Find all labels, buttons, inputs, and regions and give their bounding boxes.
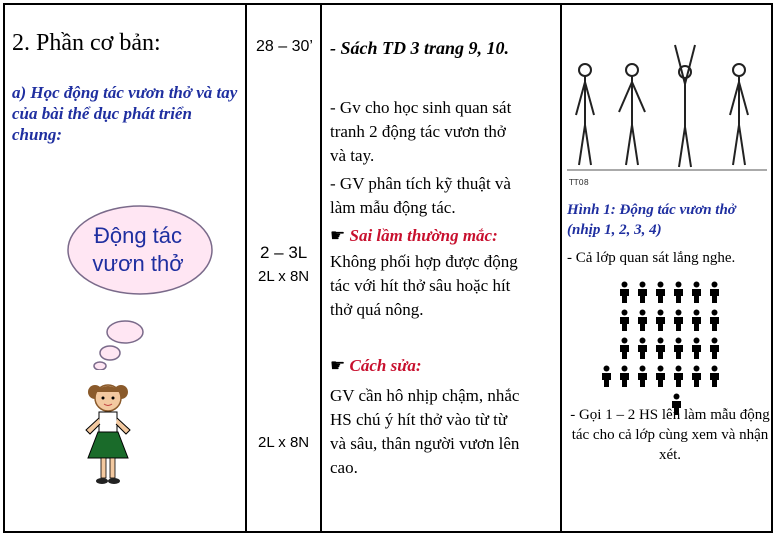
instruction-line-5: làm mẫu động tác. bbox=[330, 198, 456, 217]
student-icon bbox=[708, 337, 721, 359]
instruction-line-3: và tay. bbox=[330, 146, 375, 165]
formation-row bbox=[600, 362, 743, 390]
section-title: 2. Phần cơ bản: bbox=[12, 30, 161, 56]
mistake-line-1: Không phối hợp được động bbox=[330, 252, 518, 271]
instruction-line-1: - Gv cho học sinh quan sát bbox=[330, 98, 512, 117]
student-icon bbox=[690, 309, 703, 331]
section-subheading: a) Học động tác vươn thở và tay của bài thể dục phát triển chung: bbox=[12, 83, 238, 144]
column-divider-1 bbox=[245, 3, 247, 533]
time-total: 28 – 30’ bbox=[256, 38, 313, 55]
exercise-figure-strip bbox=[567, 40, 767, 190]
student-icon bbox=[690, 365, 703, 387]
textbook-reference: - Sách TD 3 trang 9, 10. bbox=[330, 38, 510, 58]
student-icon bbox=[672, 337, 685, 359]
student-icon bbox=[636, 365, 649, 387]
student-icon bbox=[672, 281, 685, 303]
student-icon bbox=[600, 365, 613, 387]
instruction-line-2: tranh 2 động tác vươn thở bbox=[330, 122, 506, 141]
student-icon bbox=[672, 365, 685, 387]
student-icon bbox=[654, 337, 667, 359]
column-divider-3 bbox=[560, 3, 562, 533]
student-icon bbox=[690, 281, 703, 303]
figure-label: TT08 bbox=[569, 178, 589, 187]
student-icon bbox=[654, 281, 667, 303]
reps-total: 2 – 3L bbox=[260, 243, 308, 262]
student-icon bbox=[636, 281, 649, 303]
formation-row bbox=[618, 278, 743, 306]
bubble-text: Động tác vươn thở bbox=[92, 223, 184, 276]
fix-line-4: cao. bbox=[330, 458, 358, 477]
student-icon bbox=[672, 309, 685, 331]
student-icon bbox=[636, 337, 649, 359]
pointing-hand-icon: ☛ bbox=[330, 356, 346, 375]
formation-row bbox=[618, 306, 743, 334]
student-icon bbox=[636, 309, 649, 331]
student-icon bbox=[618, 337, 631, 359]
reps-detail-1: 2L x 8N bbox=[258, 268, 310, 285]
class-formation bbox=[618, 278, 743, 418]
student-icon bbox=[708, 309, 721, 331]
girl-character-icon bbox=[78, 378, 138, 490]
student-icon bbox=[654, 309, 667, 331]
fix-heading: Cách sửa: bbox=[349, 356, 422, 375]
figure-caption: Hình 1: Động tác vươn thở (nhịp 1, 2, 3, 4) bbox=[567, 202, 736, 238]
student-icon bbox=[708, 281, 721, 303]
mistakes-heading: Sai lầm thường mắc: bbox=[349, 226, 498, 245]
mistake-line-3: thở quá nông. bbox=[330, 300, 424, 319]
student-icon bbox=[654, 365, 667, 387]
student-icon bbox=[690, 337, 703, 359]
column-divider-2 bbox=[320, 3, 322, 533]
fix-line-3: và sâu, thân người vươn lên bbox=[330, 434, 520, 453]
instruction-line-4: - GV phân tích kỹ thuật và bbox=[330, 174, 511, 193]
demonstration-note: - Gọi 1 – 2 HS lên làm mẫu động tác cho cả lớp cùng xem và nhận xét. bbox=[570, 407, 770, 463]
reps-detail-2: 2L x 8N bbox=[258, 434, 310, 451]
fix-line-2: HS chú ý hít thở vào từ từ bbox=[330, 410, 508, 429]
mistake-line-2: tác với hít thở sâu hoặc hít bbox=[330, 276, 511, 295]
student-icon bbox=[618, 281, 631, 303]
student-icon bbox=[618, 309, 631, 331]
student-icon bbox=[708, 365, 721, 387]
pointing-hand-icon: ☛ bbox=[330, 226, 346, 245]
formation-row bbox=[618, 334, 743, 362]
fix-line-1: GV cần hô nhịp chậm, nhắc bbox=[330, 386, 520, 405]
observe-note: - Cả lớp quan sát lắng nghe. bbox=[567, 250, 736, 266]
student-icon bbox=[618, 365, 631, 387]
